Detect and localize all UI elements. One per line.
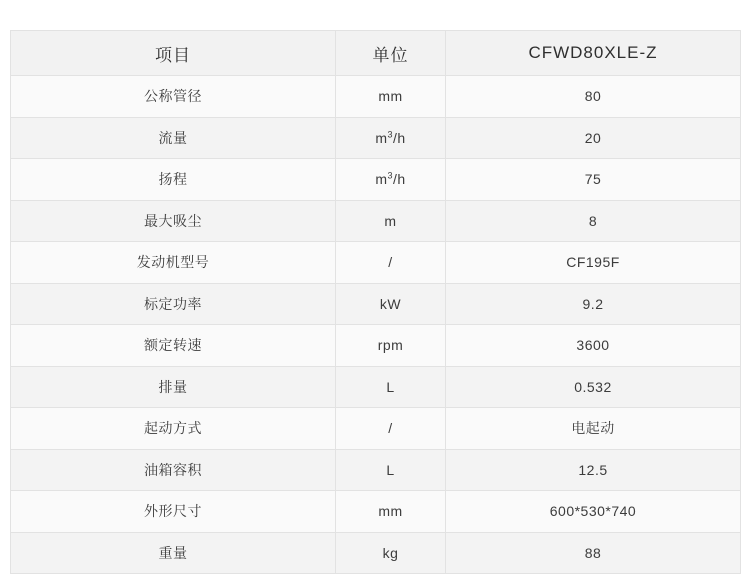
cell-item: 重量 (11, 532, 336, 574)
table-row (11, 76, 741, 118)
cell-value: 88 (446, 532, 741, 574)
table-row (11, 325, 741, 367)
table-row (11, 449, 741, 491)
cell-unit: rpm (336, 325, 446, 367)
table-row (11, 532, 741, 574)
cell-item: 标定功率 (11, 283, 336, 325)
column-header-model: CFWD80XLE-Z (446, 31, 741, 76)
unit-tail: /h (393, 129, 406, 146)
cell-unit: L (336, 449, 446, 491)
table-row (11, 117, 741, 159)
cell-item: 外形尺寸 (11, 491, 336, 533)
cell-unit (336, 117, 446, 159)
table-row (11, 283, 741, 325)
table-row (11, 366, 741, 408)
cell-value: CF195F (446, 242, 741, 284)
cell-unit (336, 159, 446, 201)
cell-item: 最大吸尘 (11, 200, 336, 242)
cell-value: 3600 (446, 325, 741, 367)
table-row (11, 200, 741, 242)
unit-exponent: 3 (387, 129, 393, 140)
cell-unit: kW (336, 283, 446, 325)
cell-item: 扬程 (11, 159, 336, 201)
table-header (11, 31, 741, 76)
column-header-item: 项目 (11, 31, 336, 76)
cell-unit: mm (336, 491, 446, 533)
cell-value: 0.532 (446, 366, 741, 408)
table-header-row (11, 31, 741, 76)
table-body (11, 76, 741, 574)
cell-value: 600*530*740 (446, 491, 741, 533)
cell-value: 8 (446, 200, 741, 242)
cell-value: 电起动 (446, 408, 741, 450)
unit-tail: /h (393, 171, 406, 188)
cell-value: 9.2 (446, 283, 741, 325)
table-row (11, 491, 741, 533)
cell-unit: L (336, 366, 446, 408)
cell-value: 12.5 (446, 449, 741, 491)
cell-item: 起动方式 (11, 408, 336, 450)
cell-value: 75 (446, 159, 741, 201)
cell-item: 流量 (11, 117, 336, 159)
cell-unit: mm (336, 76, 446, 118)
unit-base: m (375, 171, 388, 188)
table-row (11, 242, 741, 284)
cell-item: 油箱容积 (11, 449, 336, 491)
cell-value: 20 (446, 117, 741, 159)
table-row (11, 408, 741, 450)
unit-base: m (375, 129, 388, 146)
cell-unit: / (336, 242, 446, 284)
table-row (11, 159, 741, 201)
cell-item: 公称管径 (11, 76, 336, 118)
cell-unit: kg (336, 532, 446, 574)
cell-item: 排量 (11, 366, 336, 408)
cell-unit: m (336, 200, 446, 242)
cell-unit: / (336, 408, 446, 450)
cell-value: 80 (446, 76, 741, 118)
unit-exponent: 3 (387, 170, 393, 181)
cell-item: 额定转速 (11, 325, 336, 367)
cell-item: 发动机型号 (11, 242, 336, 284)
column-header-unit: 单位 (336, 31, 446, 76)
specification-table (10, 30, 741, 574)
